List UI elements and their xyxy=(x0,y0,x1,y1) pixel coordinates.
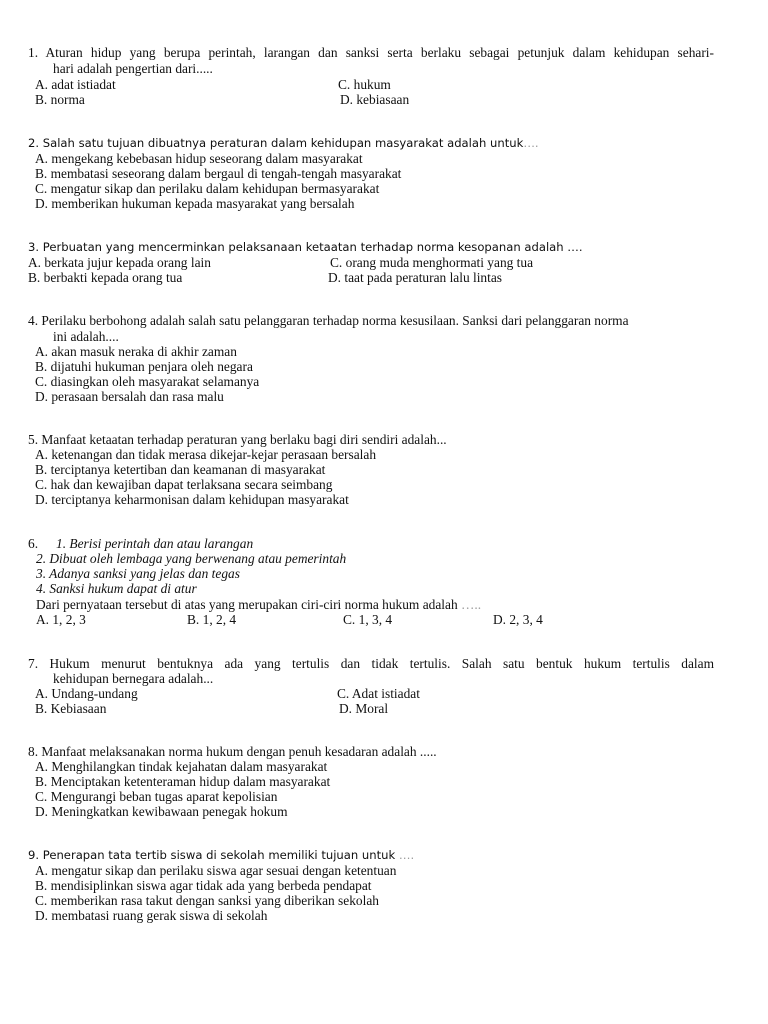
question-5-stem: 5. Manfaat ketaatan terhadap peraturan yang berlaku bagi diri sendiri adalah... xyxy=(28,432,447,447)
question-2-option-b: B. membatasi seseorang dalam bergaul di tengah-tengah masyarakat xyxy=(35,166,402,181)
question-4-stem-line-2: ini adalah.... xyxy=(53,329,119,344)
question-8-option-d: D. Meningkatkan kewibawaan penegak hokum xyxy=(35,804,288,819)
question-1-option-d: D. kebiasaan xyxy=(340,92,410,107)
question-6-statement-2: 2. Dibuat oleh lembaga yang berwenang atau pemerintah xyxy=(36,551,347,566)
question-3-option-d: D. taat pada peraturan lalu lintas xyxy=(328,270,503,285)
question-7-option-d: D. Moral xyxy=(339,701,389,716)
question-1-option-c: C. hukum xyxy=(338,77,391,92)
question-1-stem-line-1: 1. Aturan hidup yang berupa perintah, larangan dan sanksi serta berlaku sebagai petunjuk dalam kehidupan sehari- xyxy=(28,45,714,60)
question-4-stem-line-1: 4. Perilaku berbohong adalah salah satu pelanggaran terhadap norma kesusilaan. Sanksi dari pelanggaran norma xyxy=(28,313,629,328)
question-7-stem-line-2: kehidupan bernegara adalah... xyxy=(53,671,214,686)
question-6-option-c: C. 1, 3, 4 xyxy=(343,612,393,627)
question-6-number: 6. xyxy=(28,536,39,551)
question-6-option-a: A. 1, 2, 3 xyxy=(36,612,86,627)
question-2-option-c: C. mengatur sikap dan perilaku dalam kehidupan bermasyarakat xyxy=(35,181,380,196)
question-9-option-a: A. mengatur sikap dan perilaku siswa agar sesuai dengan ketentuan xyxy=(35,863,397,878)
question-4-option-a: A. akan masuk neraka di akhir zaman xyxy=(35,344,237,359)
question-9-option-b: B. mendisiplinkan siswa agar tidak ada yang berbeda pendapat xyxy=(35,878,372,893)
question-8-option-a: A. Menghilangkan tindak kejahatan dalam masyarakat xyxy=(35,759,328,774)
question-7-option-a: A. Undang-undang xyxy=(35,686,138,701)
question-1-stem-line-2: hari adalah pengertian dari..... xyxy=(53,61,213,76)
question-3-option-c: C. orang muda menghormati yang tua xyxy=(330,255,534,270)
question-9-stem: 9. Penerapan tata tertib siswa di sekolah memiliki tujuan untuk …. xyxy=(28,848,415,862)
question-6-statement-1: 1. Berisi perintah dan atau larangan xyxy=(56,536,254,551)
question-2-stem: 2. Salah satu tujuan dibuatnya peraturan dalam kehidupan masyarakat adalah untuk…. xyxy=(28,136,539,150)
question-5-option-a: A. ketenangan dan tidak merasa dikejar-kejar perasaan bersalah xyxy=(35,447,377,462)
question-3-stem: 3. Perbuatan yang mencerminkan pelaksanaan ketaatan terhadap norma kesopanan adalah …. xyxy=(28,240,583,254)
question-4-option-c: C. diasingkan oleh masyarakat selamanya xyxy=(35,374,260,389)
question-4-option-d: D. perasaan bersalah dan rasa malu xyxy=(35,389,224,404)
question-9-option-c: C. memberikan rasa takut dengan sanksi yang diberikan sekolah xyxy=(35,893,379,908)
question-4-option-b: B. dijatuhi hukuman penjara oleh negara xyxy=(35,359,253,374)
question-7-stem-line-1: 7. Hukum menurut bentuknya ada yang tertulis dan tidak tertulis. Salah satu bentuk hukum tertulis dalam xyxy=(28,656,714,671)
question-8-option-b: B. Menciptakan ketenteraman hidup dalam masyarakat xyxy=(35,774,331,789)
question-6-option-b: B. 1, 2, 4 xyxy=(187,612,237,627)
question-2-option-a: A. mengekang kebebasan hidup seseorang dalam masyarakat xyxy=(35,151,363,166)
question-3-option-b: B. berbakti kepada orang tua xyxy=(28,270,183,285)
question-6-stem: Dari pernyataan tersebut di atas yang merupakan ciri-ciri norma hukum adalah ….. xyxy=(36,597,482,612)
question-7-option-b: B. Kebiasaan xyxy=(35,701,107,716)
question-5-option-b: B. terciptanya ketertiban dan keamanan di masyarakat xyxy=(35,462,326,477)
question-7-option-c: C. Adat istiadat xyxy=(337,686,420,701)
question-1-option-a: A. adat istiadat xyxy=(35,77,116,92)
question-5-option-c: C. hak dan kewajiban dapat terlaksana secara seimbang xyxy=(35,477,333,492)
question-8-stem: 8. Manfaat melaksanakan norma hukum dengan penuh kesadaran adalah ..... xyxy=(28,744,437,759)
question-6-statement-3: 3. Adanya sanksi yang jelas dan tegas xyxy=(36,566,240,581)
question-5-option-d: D. terciptanya keharmonisan dalam kehidupan masyarakat xyxy=(35,492,349,507)
question-6-statement-4: 4. Sanksi hukum dapat di atur xyxy=(36,581,197,596)
question-1-option-b: B. norma xyxy=(35,92,85,107)
question-2-option-d: D. memberikan hukuman kepada masyarakat yang bersalah xyxy=(35,196,355,211)
question-8-option-c: C. Mengurangi beban tugas aparat kepolisian xyxy=(35,789,278,804)
question-3-option-a: A. berkata jujur kepada orang lain xyxy=(28,255,211,270)
question-6-option-d: D. 2, 3, 4 xyxy=(493,612,543,627)
question-9-option-d: D. membatasi ruang gerak siswa di sekolah xyxy=(35,908,268,923)
